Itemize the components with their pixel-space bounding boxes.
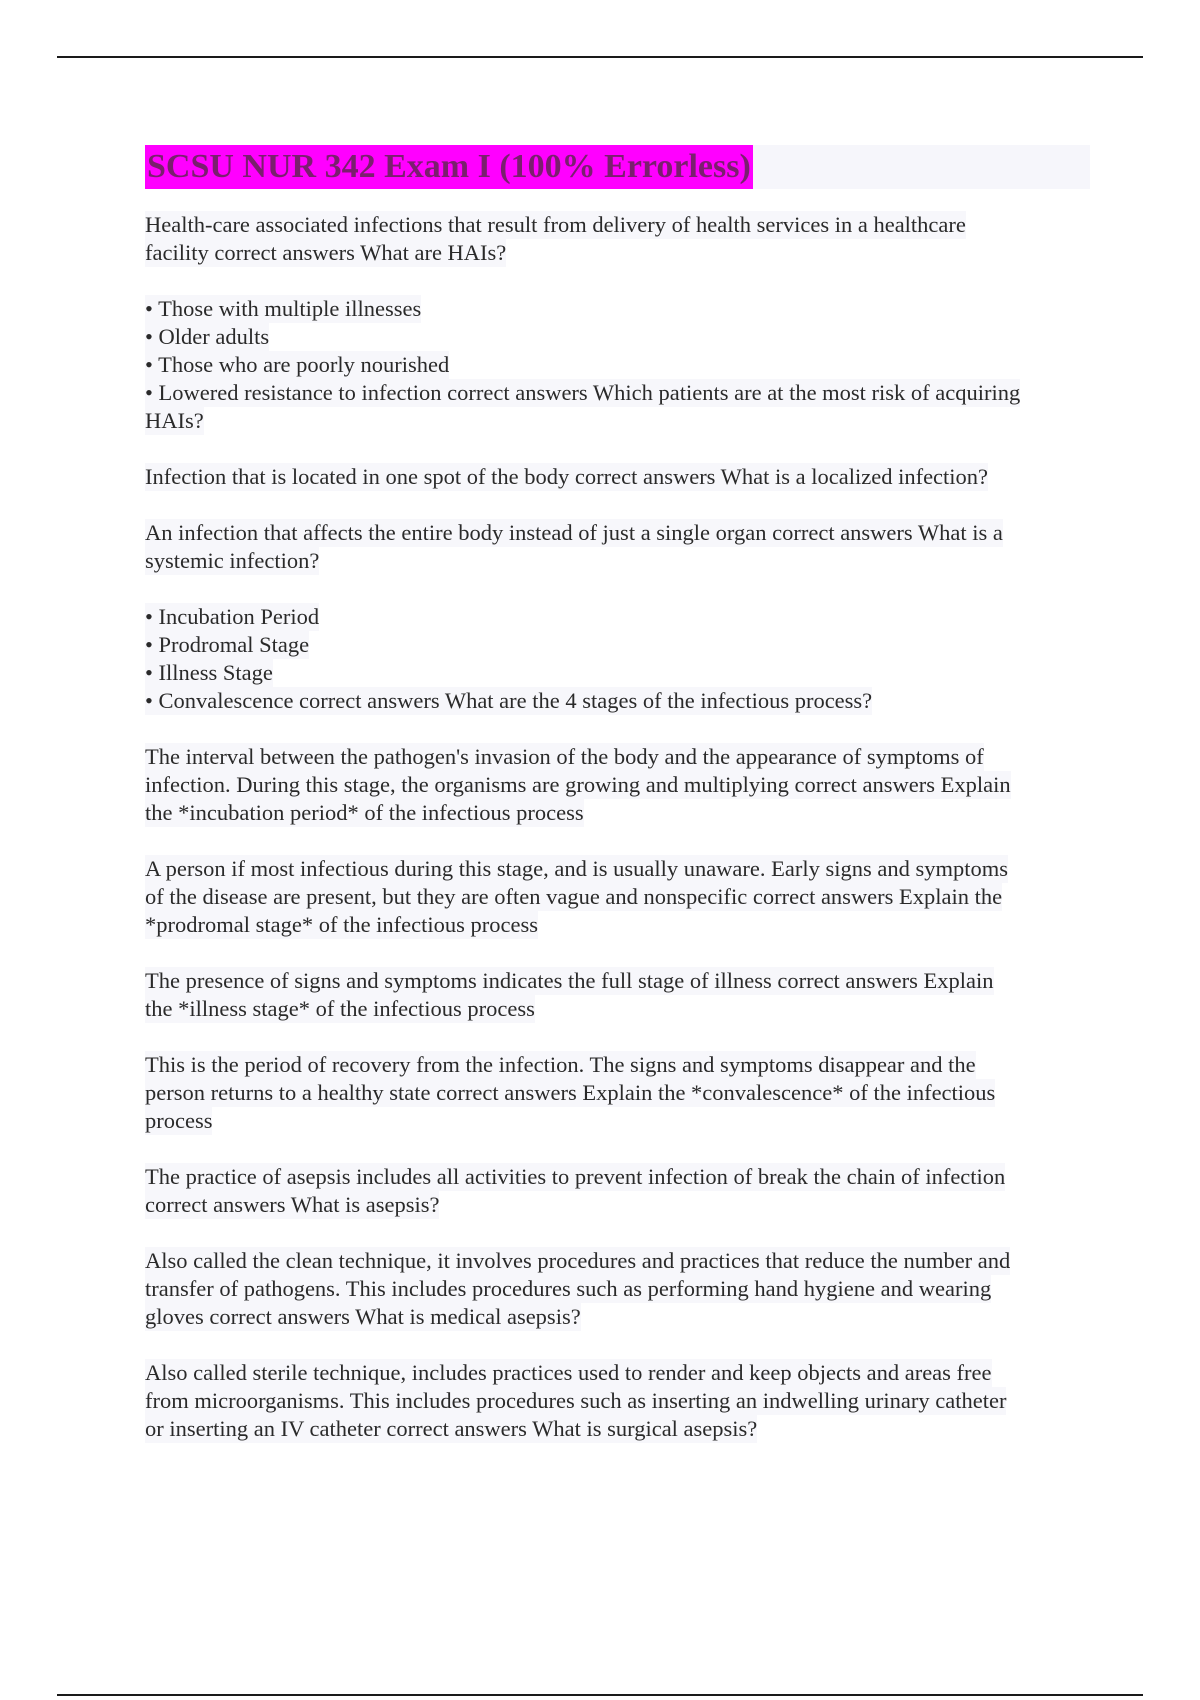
text-line: • Convalescence correct answers What are the 4 stages of the infectious process? — [145, 688, 873, 713]
qa-entry — [145, 519, 1090, 575]
text-line: the *illness stage* of the infectious process — [145, 996, 535, 1021]
qa-entry — [145, 855, 1090, 939]
text-line: • Prodromal Stage — [145, 632, 310, 657]
document-body — [145, 145, 1090, 1471]
text-line: Also called sterile technique, includes practices used to render and keep objects and areas free — [145, 1360, 992, 1385]
title-band — [145, 145, 1090, 189]
qa-entry — [145, 967, 1090, 1023]
text-line: of the disease are present, but they are often vague and nonspecific correct answers Explain the — [145, 884, 1003, 909]
text-line: A person if most infectious during this stage, and is usually unaware. Early signs and symptoms — [145, 856, 1009, 881]
qa-entry — [145, 603, 1090, 715]
text-line: • Incubation Period — [145, 604, 320, 629]
qa-entry — [145, 1359, 1090, 1443]
qa-entry — [145, 295, 1090, 435]
qa-entry — [145, 463, 1090, 491]
text-line: The presence of signs and symptoms indicates the full stage of illness correct answers Explain — [145, 968, 994, 993]
top-rule — [57, 56, 1143, 58]
qa-entry — [145, 1163, 1090, 1219]
bottom-rule — [57, 1694, 1143, 1696]
text-line: infection. During this stage, the organisms are growing and multiplying correct answers Explain — [145, 772, 1011, 797]
text-line: or inserting an IV catheter correct answers What is surgical asepsis? — [145, 1416, 758, 1441]
qa-entry — [145, 211, 1090, 267]
text-line: • Those with multiple illnesses — [145, 296, 422, 321]
text-line: • Lowered resistance to infection correct answers Which patients are at the most risk of acquiring — [145, 380, 1021, 405]
qa-entry — [145, 1051, 1090, 1135]
text-line: the *incubation period* of the infectious process — [145, 800, 584, 825]
text-line: • Older adults — [145, 324, 270, 349]
text-line: person returns to a healthy state correct answers Explain the *convalescence* of the infectious — [145, 1080, 996, 1105]
text-line: from microorganisms. This includes procedures such as inserting an indwelling urinary catheter — [145, 1388, 1007, 1413]
text-line: systemic infection? — [145, 548, 320, 573]
text-line: The interval between the pathogen's invasion of the body and the appearance of symptoms of — [145, 744, 984, 769]
text-line: • Illness Stage — [145, 660, 273, 685]
qa-list — [145, 211, 1090, 1443]
text-line: Also called the clean technique, it involves procedures and practices that reduce the number and — [145, 1248, 1011, 1273]
text-line: correct answers What is asepsis? — [145, 1192, 440, 1217]
text-line: Health-care associated infections that result from delivery of health services in a healthcare — [145, 212, 966, 237]
qa-entry — [145, 743, 1090, 827]
text-line: *prodromal stage* of the infectious process — [145, 912, 539, 937]
text-line: Infection that is located in one spot of the body correct answers What is a localized infection? — [145, 464, 989, 489]
text-line: • Those who are poorly nourished — [145, 352, 450, 377]
text-line: The practice of asepsis includes all activities to prevent infection of break the chain of infection — [145, 1164, 1006, 1189]
text-line: This is the period of recovery from the infection. The signs and symptoms disappear and the — [145, 1052, 976, 1077]
text-line: process — [145, 1108, 213, 1133]
text-line: transfer of pathogens. This includes procedures such as performing hand hygiene and wearing — [145, 1276, 992, 1301]
qa-entry — [145, 1247, 1090, 1331]
text-line: HAIs? — [145, 408, 204, 433]
document-title: SCSU NUR 342 Exam I (100% Errorless) — [145, 145, 753, 189]
text-line: facility correct answers What are HAIs? — [145, 240, 507, 265]
text-line: gloves correct answers What is medical asepsis? — [145, 1304, 581, 1329]
text-line: An infection that affects the entire body instead of just a single organ correct answers What is a — [145, 520, 1003, 545]
